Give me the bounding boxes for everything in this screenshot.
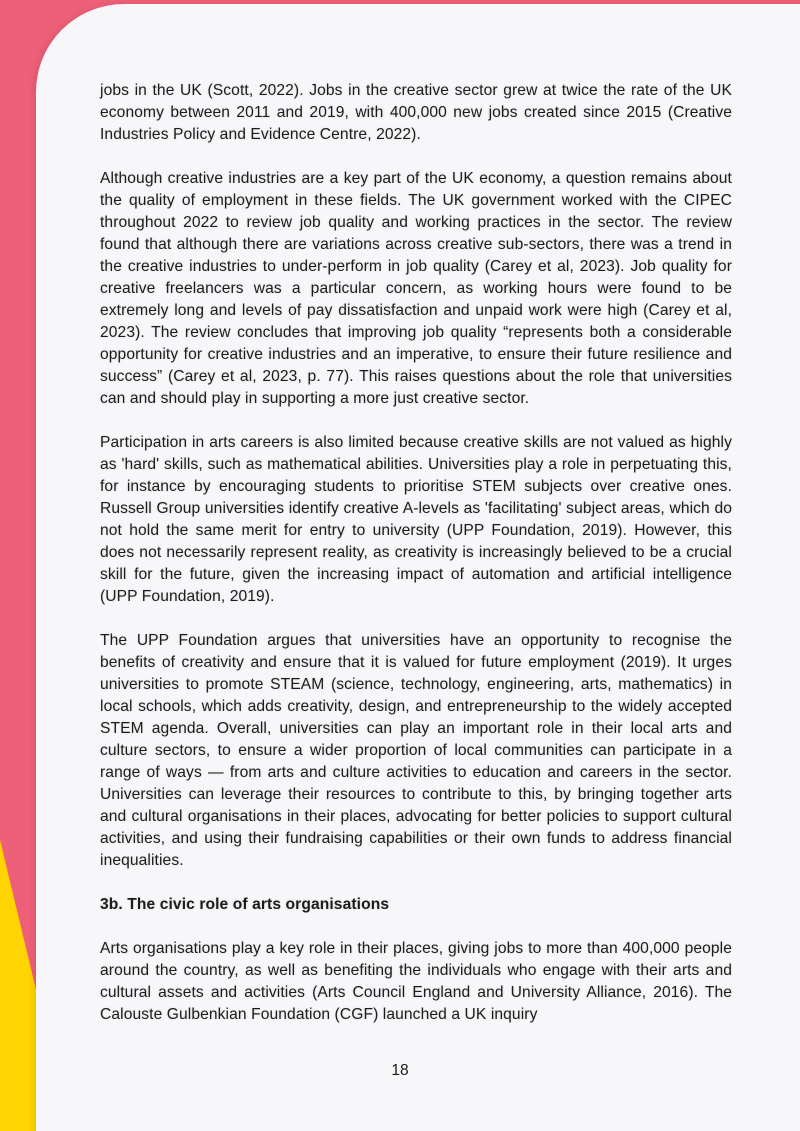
paragraph-1: jobs in the UK (Scott, 2022). Jobs in the creative sector grew at twice the rate of the UK economy between 2011 and 2019, with 400,000 new jobs created since 2015 (Creative Industries Policy and Evidence Centre, 2022). [100,82,732,143]
section-heading: 3b. The civic role of arts organisations [100,896,390,913]
page-number: 18 [391,1062,409,1079]
paragraph-5: Arts organisations play a key role in their places, giving jobs to more than 400,000 people around the country, as well as benefiting the individuals who engage with their arts and cultural assets and activities (Arts Council England and University Alliance, 2016). The Calouste Gulbenkian Foundation (CGF) launched a UK inquiry [100,940,732,1023]
paragraph-2: Although creative industries are a key part of the UK economy, a question remains about the quality of employment in these fields. The UK government worked with the CIPEC throughout 2022 to review job quality and working practices in the sector. The review found that although there are variations across creative sub-sectors, there was a trend in the creative industries to under-perform in job quality (Carey et al, 2023). Job quality for creative freelancers was a particular concern, as working hours were found to be extremely long and levels of pay dissatisfaction and unpaid work were high (Carey et al, 2023). The review concludes that improving job quality “represents both a considerable opportunity for creative industries and an imperative, to ensure their future resilience and success” (Carey et al, 2023, p. 77). This raises questions about the role that universities can and should play in supporting a more just creative sector. [100,170,732,407]
document-body [100,80,732,1048]
paragraph-4: The UPP Foundation argues that universities have an opportunity to recognise the benefits of creativity and ensure that it is valued for future employment (2019). It urges universities to promote STEAM (science, technology, engineering, arts, mathematics) in local schools, which adds creativity, design, and entrepreneurship to the widely accepted STEM agenda. Overall, universities can play an important role in their local arts and culture sectors, to ensure a wider proportion of local communities can participate in a range of ways — from arts and culture activities to education and careers in the sector. Universities can leverage their resources to contribute to this, by bringing together arts and cultural organisations in their places, advocating for better policies to support cultural activities, and using their fundraising capabilities or their own funds to address financial inequalities. [100,632,732,869]
paragraph-3: Participation in arts careers is also limited because creative skills are not valued as highly as 'hard' skills, such as mathematical abilities. Universities play a role in perpetuating this, for instance by encouraging students to prioritise STEM subjects over creative ones. Russell Group universities identify creative A-levels as 'facilitating' subject areas, which do not hold the same merit for entry to university (UPP Foundation, 2019). However, this does not necessarily represent reality, as creativity is increasingly believed to be a crucial skill for the future, given the increasing impact of automation and artificial intelligence (UPP Foundation, 2019). [100,434,732,605]
